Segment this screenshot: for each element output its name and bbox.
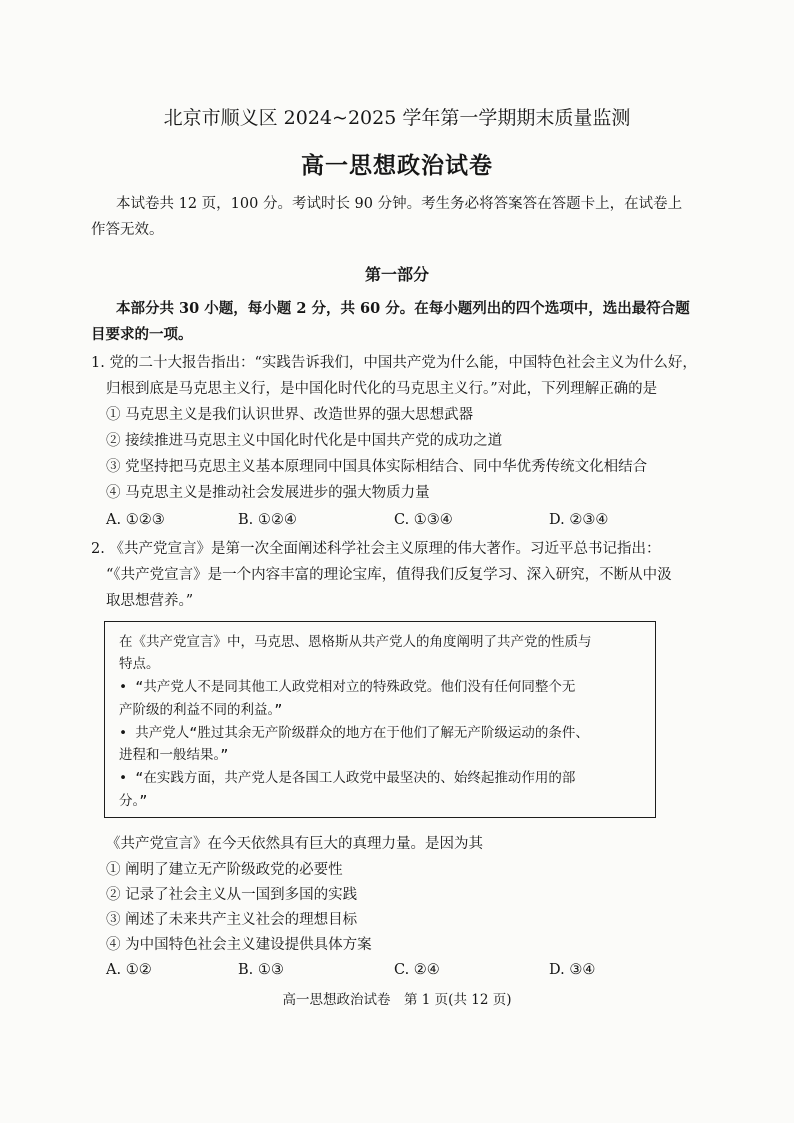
q2-box-line-6: 进程和一般结果。” [119, 747, 229, 763]
q1-option-d: D. ②③④ [549, 512, 609, 528]
q2-quote-box [104, 621, 656, 818]
q2-box-line-3: • “共产党人不是同其他工人政党相对立的特殊政党。他们没有任何同整个无 [119, 679, 576, 695]
q2-box-line-8: 分。” [119, 793, 148, 809]
q2-option-c: C. ②④ [394, 962, 440, 978]
exam-subject-title: 高一思想政治试卷 [301, 152, 493, 179]
intro-line-1: 本试卷共 12 页，100 分。考试时长 90 分钟。考生务必将答案答在答题卡上，在试卷上 [116, 196, 683, 212]
q1-item-3: ③ 党坚持把马克思主义基本原理同中国具体实际相结合、同中华优秀传统文化相结合 [106, 459, 648, 475]
q2-stem-line-1: 2. 《共产党宣言》是第一次全面阐述科学社会主义原理的伟大著作。习近平总书记指出： [91, 541, 661, 557]
q2-stem-line-3: 取思想营养。” [106, 593, 194, 609]
q2-item-4: ④ 为中国特色社会主义建设提供具体方案 [106, 937, 372, 953]
section-instruction-line-1: 本部分共 30 小题，每小题 2 分，共 60 分。在每小题列出的四个选项中，选出最符合题 [116, 300, 690, 317]
q1-item-1: ① 马克思主义是我们认识世界、改造世界的强大思想武器 [106, 407, 474, 423]
q2-option-d: D. ③④ [549, 962, 596, 978]
q2-box-line-5: • 共产党人“胜过其余无产阶级群众的地方在于他们了解无产阶级运动的条件、 [119, 725, 589, 741]
q2-stem-question: 《共产党宣言》在今天依然具有巨大的真理力量。是因为其 [106, 836, 483, 852]
q2-item-1: ① 阐明了建立无产阶级政党的必要性 [106, 862, 343, 878]
q2-option-b: B. ①③ [238, 962, 284, 978]
q1-option-a: A. ①②③ [106, 512, 165, 528]
q2-item-2: ② 记录了社会主义从一国到多国的实践 [106, 887, 358, 903]
q2-item-3: ③ 阐述了未来共产主义社会的理想目标 [106, 912, 358, 928]
intro-line-2: 作答无效。 [91, 222, 164, 238]
exam-title: 北京市顺义区 2024~2025 学年第一学期期末质量监测 [163, 107, 631, 129]
q1-item-4: ④ 马克思主义是推动社会发展进步的强大物质力量 [106, 485, 430, 501]
q2-box-line-7: • “在实践方面，共产党人是各国工人政党中最坚决的、始终起推动作用的部 [119, 770, 576, 786]
q2-stem-line-2: “《共产党宣言》是一个内容丰富的理论宝库，值得我们反复学习、深入研究，不断从中汲 [106, 567, 672, 583]
q1-stem-line-1: 1. 党的二十大报告指出：“实践告诉我们，中国共产党为什么能，中国特色社会主义为什么好， [91, 355, 697, 371]
q1-stem-line-2: 归根到底是马克思主义行，是中国化时代化的马克思主义行。”对此，下列理解正确的是 [106, 381, 658, 397]
page-footer: 高一思想政治试卷 第 1 页(共 12 页) [282, 992, 512, 1008]
section-heading: 第一部分 [364, 265, 429, 284]
section-instruction-line-2: 目要求的一项。 [91, 326, 193, 343]
q1-option-b: B. ①②④ [238, 512, 297, 528]
q2-option-a: A. ①② [106, 962, 152, 978]
q2-box-line-4: 产阶级的利益不同的利益。” [119, 702, 283, 718]
q2-box-line-1: 在《共产党宣言》中，马克思、恩格斯从共产党人的角度阐明了共产党的性质与 [119, 634, 592, 650]
q1-item-2: ② 接续推进马克思主义中国化时代化是中国共产党的成功之道 [106, 433, 503, 449]
q2-box-line-2: 特点。 [119, 656, 160, 672]
q1-option-c: C. ①③④ [394, 512, 453, 528]
